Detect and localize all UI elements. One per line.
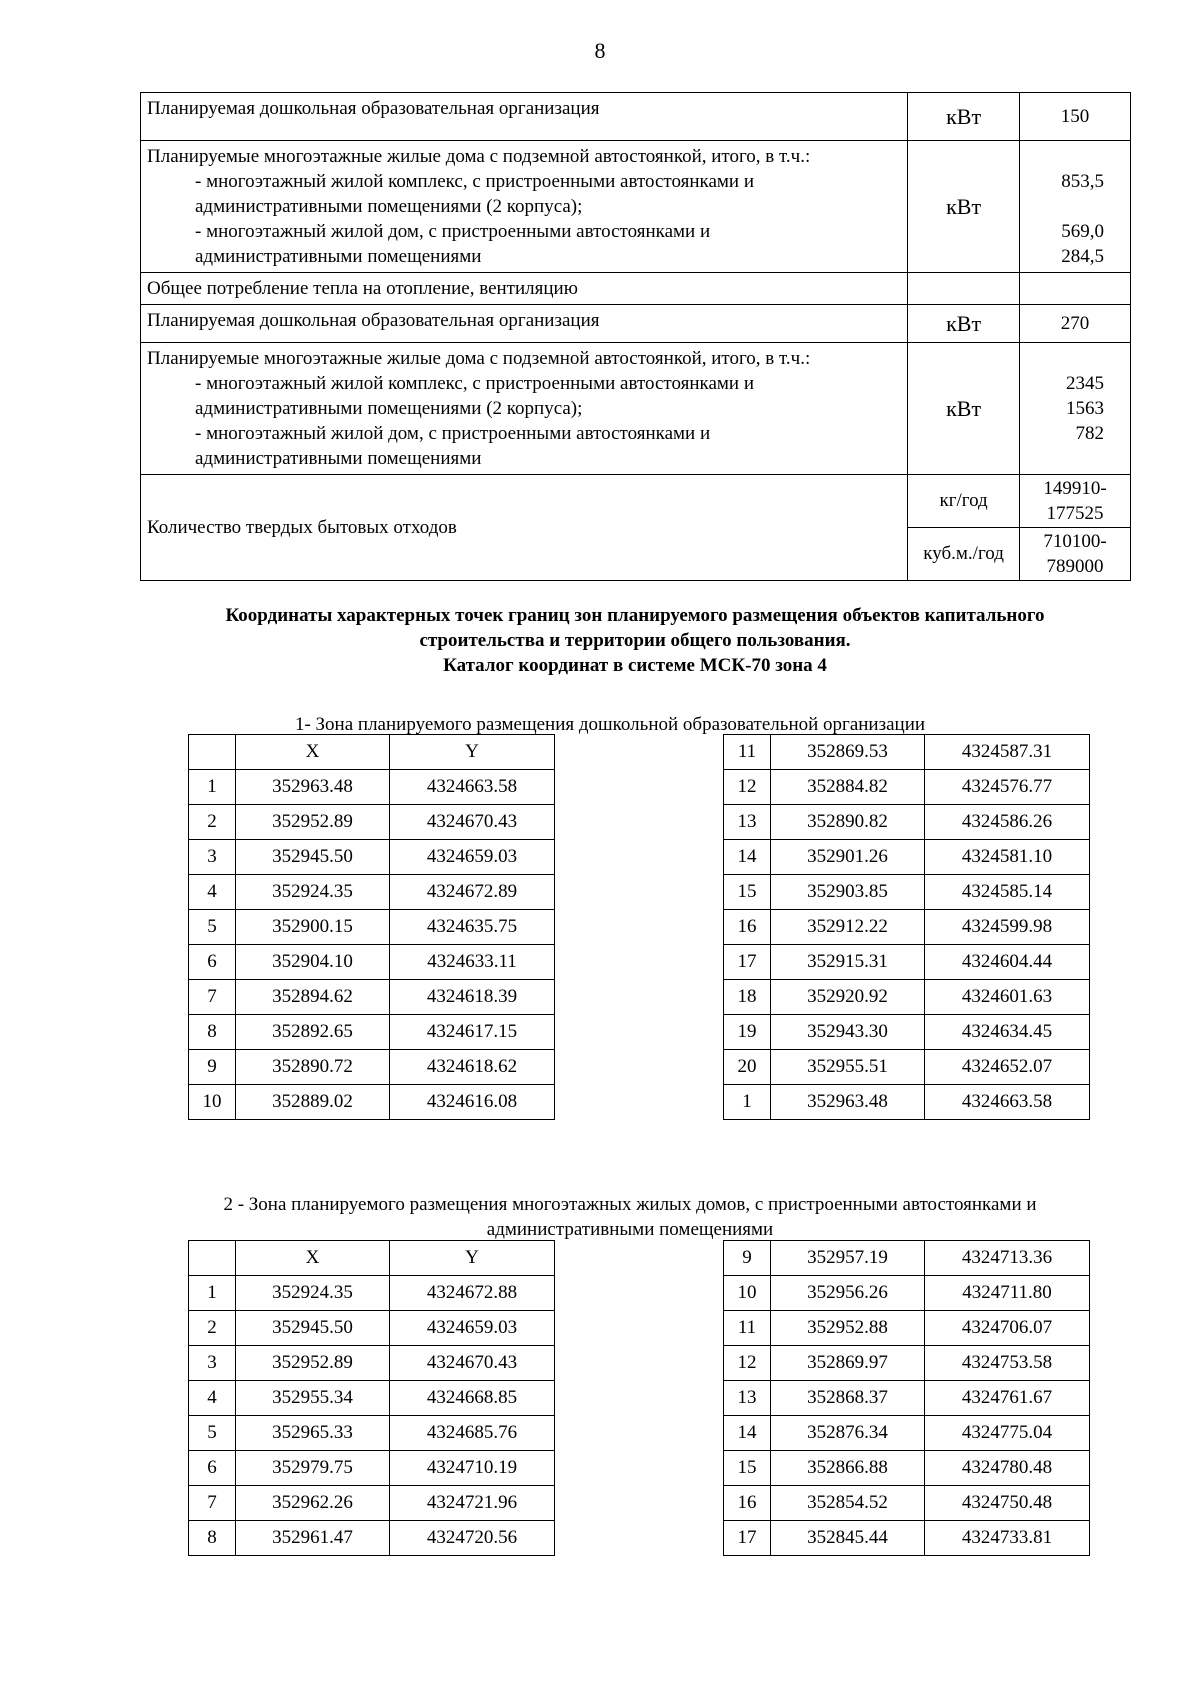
summary-value: 150 <box>1020 93 1131 141</box>
coord-x: 352955.34 <box>236 1381 390 1416</box>
coord-x: 352952.88 <box>771 1311 925 1346</box>
summary-desc-line: административными помещениями (2 корпуса); <box>195 398 583 419</box>
point-number: 1 <box>189 1276 236 1311</box>
zone1-left-table <box>188 734 555 1120</box>
coord-x: 352845.44 <box>771 1521 925 1556</box>
coord-x: 352892.65 <box>236 1015 390 1050</box>
point-number: 11 <box>724 1311 771 1346</box>
coords-row <box>724 805 1090 840</box>
summary-value-part: 569,0 <box>1061 221 1104 242</box>
summary-desc-line: административными помещениями <box>195 246 482 267</box>
summary-desc: Планируемая дошкольная образовательная организация <box>141 93 908 141</box>
coords-row <box>189 1346 555 1381</box>
coords-row <box>189 980 555 1015</box>
summary-value <box>1020 528 1131 581</box>
coord-y: 4324706.07 <box>925 1311 1090 1346</box>
point-number: 7 <box>189 980 236 1015</box>
coord-x: 352868.37 <box>771 1381 925 1416</box>
point-number: 12 <box>724 1346 771 1381</box>
point-number: 10 <box>724 1276 771 1311</box>
coords-row <box>724 875 1090 910</box>
coord-x: 352961.47 <box>236 1521 390 1556</box>
summary-desc-line: административными помещениями <box>195 448 482 469</box>
coord-y: 4324586.26 <box>925 805 1090 840</box>
coord-y: 4324659.03 <box>390 1311 555 1346</box>
point-number: 4 <box>189 1381 236 1416</box>
coords-row <box>724 735 1090 770</box>
coord-x: 352894.62 <box>236 980 390 1015</box>
coords-row <box>189 770 555 805</box>
coord-x: 352924.35 <box>236 1276 390 1311</box>
coord-y: 4324672.88 <box>390 1276 555 1311</box>
coord-y: 4324618.62 <box>390 1050 555 1085</box>
header-x: X <box>236 1241 390 1276</box>
coord-y: 4324710.19 <box>390 1451 555 1486</box>
coord-y: 4324753.58 <box>925 1346 1090 1381</box>
summary-value-total: 2345 <box>1066 373 1104 394</box>
summary-value-total: 853,5 <box>1061 171 1104 192</box>
header-y: Y <box>390 735 555 770</box>
coord-x: 352869.97 <box>771 1346 925 1381</box>
summary-desc: Количество твердых бытовых отходов <box>141 475 908 581</box>
summary-value-line: 149910- <box>1043 478 1107 499</box>
summary-row <box>141 273 1131 305</box>
coord-y: 4324618.39 <box>390 980 555 1015</box>
coords-row <box>724 1416 1090 1451</box>
coords-row <box>189 1050 555 1085</box>
point-number: 15 <box>724 875 771 910</box>
summary-row <box>141 141 1131 273</box>
coord-x: 352979.75 <box>236 1451 390 1486</box>
coord-x: 352952.89 <box>236 805 390 840</box>
point-number: 6 <box>189 1451 236 1486</box>
coords-row <box>724 1451 1090 1486</box>
summary-value-line: 177525 <box>1046 503 1104 524</box>
point-number: 1 <box>189 770 236 805</box>
coords-header-row <box>189 735 555 770</box>
point-number: 9 <box>724 1241 771 1276</box>
header-number <box>189 1241 236 1276</box>
page-number: 8 <box>594 38 606 63</box>
summary-unit: кг/год <box>908 475 1020 528</box>
coords-row <box>189 1085 555 1120</box>
summary-unit: кВт <box>908 93 1020 141</box>
point-number: 12 <box>724 770 771 805</box>
summary-desc: Планируемая дошкольная образовательная организация <box>141 305 908 343</box>
point-number: 4 <box>189 875 236 910</box>
coord-y: 4324604.44 <box>925 945 1090 980</box>
summary-unit: кВт <box>908 343 1020 475</box>
point-number: 9 <box>189 1050 236 1085</box>
coords-header-row <box>189 1241 555 1276</box>
coord-y: 4324711.80 <box>925 1276 1090 1311</box>
coord-x: 352943.30 <box>771 1015 925 1050</box>
point-number: 16 <box>724 910 771 945</box>
coord-y: 4324617.15 <box>390 1015 555 1050</box>
coord-x: 352869.53 <box>771 735 925 770</box>
point-number: 3 <box>189 840 236 875</box>
coords-row <box>189 1311 555 1346</box>
coord-y: 4324652.07 <box>925 1050 1090 1085</box>
summary-desc-title: Планируемые многоэтажные жилые дома с подземной автостоянкой, итого, в т.ч.: <box>147 348 811 369</box>
point-number: 13 <box>724 805 771 840</box>
coords-row <box>724 1085 1090 1120</box>
summary-unit: кВт <box>908 305 1020 343</box>
coord-x: 352945.50 <box>236 840 390 875</box>
coord-x: 352889.02 <box>236 1085 390 1120</box>
coords-row <box>724 910 1090 945</box>
coords-row <box>189 805 555 840</box>
coord-x: 352965.33 <box>236 1416 390 1451</box>
coord-y: 4324713.36 <box>925 1241 1090 1276</box>
coords-row <box>724 1015 1090 1050</box>
header-number <box>189 735 236 770</box>
coord-y: 4324721.96 <box>390 1486 555 1521</box>
point-number: 5 <box>189 910 236 945</box>
zone2-right-table <box>723 1240 1090 1556</box>
coords-row <box>189 945 555 980</box>
coords-row <box>724 945 1090 980</box>
zone2-caption <box>150 1192 1110 1242</box>
coord-x: 352963.48 <box>771 1085 925 1120</box>
header-y: Y <box>390 1241 555 1276</box>
summary-desc-line: - многоэтажный жилой дом, с пристроенными автостоянками и <box>195 423 711 444</box>
coords-row <box>189 910 555 945</box>
summary-desc-line: - многоэтажный жилой комплекс, с пристроенными автостоянками и <box>195 171 754 192</box>
summary-desc-line: - многоэтажный жилой комплекс, с пристроенными автостоянками и <box>195 373 754 394</box>
coord-y: 4324585.14 <box>925 875 1090 910</box>
point-number: 19 <box>724 1015 771 1050</box>
summary-value <box>1020 475 1131 528</box>
coord-y: 4324670.43 <box>390 1346 555 1381</box>
point-number: 14 <box>724 1416 771 1451</box>
summary-row <box>141 93 1131 141</box>
summary-row <box>141 305 1131 343</box>
heading-line: Каталог координат в системе МСК-70 зона 4 <box>443 655 827 676</box>
coord-y: 4324685.76 <box>390 1416 555 1451</box>
summary-value-line: 710100- <box>1043 531 1107 552</box>
zone2-caption-line: административными помещениями <box>486 1219 774 1240</box>
coords-row <box>189 1015 555 1050</box>
point-number: 8 <box>189 1521 236 1556</box>
summary-desc-line: - многоэтажный жилой дом, с пристроенными автостоянками и <box>195 221 711 242</box>
coords-row <box>724 1381 1090 1416</box>
coord-y: 4324720.56 <box>390 1521 555 1556</box>
summary-desc <box>141 141 908 273</box>
zone1-caption: 1- Зона планируемого размещения дошкольной образовательной организации <box>294 714 926 735</box>
coords-row <box>189 840 555 875</box>
point-number: 5 <box>189 1416 236 1451</box>
coord-x: 352904.10 <box>236 945 390 980</box>
point-number: 2 <box>189 805 236 840</box>
summary-row <box>141 475 1131 528</box>
coord-y: 4324733.81 <box>925 1521 1090 1556</box>
coord-y: 4324634.45 <box>925 1015 1090 1050</box>
coord-y: 4324663.58 <box>925 1085 1090 1120</box>
coord-y: 4324633.11 <box>390 945 555 980</box>
coords-row <box>724 1241 1090 1276</box>
coord-y: 4324668.85 <box>390 1381 555 1416</box>
summary-value-part: 284,5 <box>1061 246 1104 267</box>
coords-row <box>724 1521 1090 1556</box>
point-number: 16 <box>724 1486 771 1521</box>
point-number: 2 <box>189 1311 236 1346</box>
point-number: 13 <box>724 1381 771 1416</box>
section-heading <box>0 603 1200 678</box>
summary-desc-line: административными помещениями (2 корпуса); <box>195 196 583 217</box>
point-number: 6 <box>189 945 236 980</box>
coords-row <box>189 1521 555 1556</box>
point-number: 17 <box>724 945 771 980</box>
coord-x: 352952.89 <box>236 1346 390 1381</box>
zone1-right-table <box>723 734 1090 1120</box>
coords-row <box>724 840 1090 875</box>
header-x: X <box>236 735 390 770</box>
summary-desc <box>141 343 908 475</box>
coord-y: 4324659.03 <box>390 840 555 875</box>
summary-table <box>140 92 1131 581</box>
coord-y: 4324670.43 <box>390 805 555 840</box>
coord-x: 352912.22 <box>771 910 925 945</box>
coord-x: 352956.26 <box>771 1276 925 1311</box>
coord-x: 352903.85 <box>771 875 925 910</box>
point-number: 11 <box>724 735 771 770</box>
heading-line: строительства и территории общего пользования. <box>419 630 851 651</box>
coords-row <box>724 1311 1090 1346</box>
summary-unit: куб.м./год <box>908 528 1020 581</box>
summary-unit: кВт <box>908 141 1020 273</box>
heading-line: Координаты характерных точек границ зон планируемого размещения объектов капитального <box>225 605 1045 626</box>
summary-desc: Общее потребление тепла на отопление, вентиляцию <box>141 273 908 305</box>
coords-row <box>724 980 1090 1015</box>
zone2-left-table <box>188 1240 555 1556</box>
summary-value <box>1020 141 1131 273</box>
summary-desc-title: Планируемые многоэтажные жилые дома с подземной автостоянкой, итого, в т.ч.: <box>147 146 811 167</box>
point-number: 14 <box>724 840 771 875</box>
coord-x: 352890.72 <box>236 1050 390 1085</box>
summary-value: 270 <box>1020 305 1131 343</box>
point-number: 17 <box>724 1521 771 1556</box>
coord-x: 352955.51 <box>771 1050 925 1085</box>
coord-y: 4324663.58 <box>390 770 555 805</box>
zone2-caption-line: 2 - Зона планируемого размещения многоэтажных жилых домов, с пристроенными автостоянками и <box>223 1194 1037 1215</box>
coord-x: 352884.82 <box>771 770 925 805</box>
coords-row <box>189 875 555 910</box>
summary-row <box>141 343 1131 475</box>
point-number: 15 <box>724 1451 771 1486</box>
coord-x: 352924.35 <box>236 875 390 910</box>
coords-row <box>724 1486 1090 1521</box>
point-number: 18 <box>724 980 771 1015</box>
coord-x: 352901.26 <box>771 840 925 875</box>
coords-row <box>724 1050 1090 1085</box>
coord-y: 4324775.04 <box>925 1416 1090 1451</box>
coord-y: 4324761.67 <box>925 1381 1090 1416</box>
summary-value <box>1020 343 1131 475</box>
point-number: 20 <box>724 1050 771 1085</box>
coord-y: 4324576.77 <box>925 770 1090 805</box>
coord-x: 352900.15 <box>236 910 390 945</box>
coords-row <box>189 1451 555 1486</box>
coord-y: 4324601.63 <box>925 980 1090 1015</box>
coord-y: 4324581.10 <box>925 840 1090 875</box>
coord-x: 352945.50 <box>236 1311 390 1346</box>
coord-x: 352963.48 <box>236 770 390 805</box>
coord-x: 352854.52 <box>771 1486 925 1521</box>
coord-x: 352915.31 <box>771 945 925 980</box>
coord-y: 4324780.48 <box>925 1451 1090 1486</box>
point-number: 10 <box>189 1085 236 1120</box>
point-number: 8 <box>189 1015 236 1050</box>
coords-row <box>189 1486 555 1521</box>
summary-value-part: 1563 <box>1066 398 1104 419</box>
coord-y: 4324750.48 <box>925 1486 1090 1521</box>
point-number: 7 <box>189 1486 236 1521</box>
coords-row <box>724 1346 1090 1381</box>
coord-x: 352962.26 <box>236 1486 390 1521</box>
coord-x: 352866.88 <box>771 1451 925 1486</box>
point-number: 3 <box>189 1346 236 1381</box>
coord-y: 4324616.08 <box>390 1085 555 1120</box>
coord-y: 4324635.75 <box>390 910 555 945</box>
coords-row <box>189 1416 555 1451</box>
coords-row <box>724 1276 1090 1311</box>
coord-y: 4324672.89 <box>390 875 555 910</box>
summary-value-line: 789000 <box>1046 556 1104 577</box>
coord-y: 4324599.98 <box>925 910 1090 945</box>
coords-row <box>189 1276 555 1311</box>
summary-value-part: 782 <box>1075 423 1104 444</box>
coord-x: 352920.92 <box>771 980 925 1015</box>
coord-y: 4324587.31 <box>925 735 1090 770</box>
coords-row <box>724 770 1090 805</box>
coord-x: 352876.34 <box>771 1416 925 1451</box>
point-number: 1 <box>724 1085 771 1120</box>
coord-x: 352890.82 <box>771 805 925 840</box>
coord-x: 352957.19 <box>771 1241 925 1276</box>
coords-row <box>189 1381 555 1416</box>
